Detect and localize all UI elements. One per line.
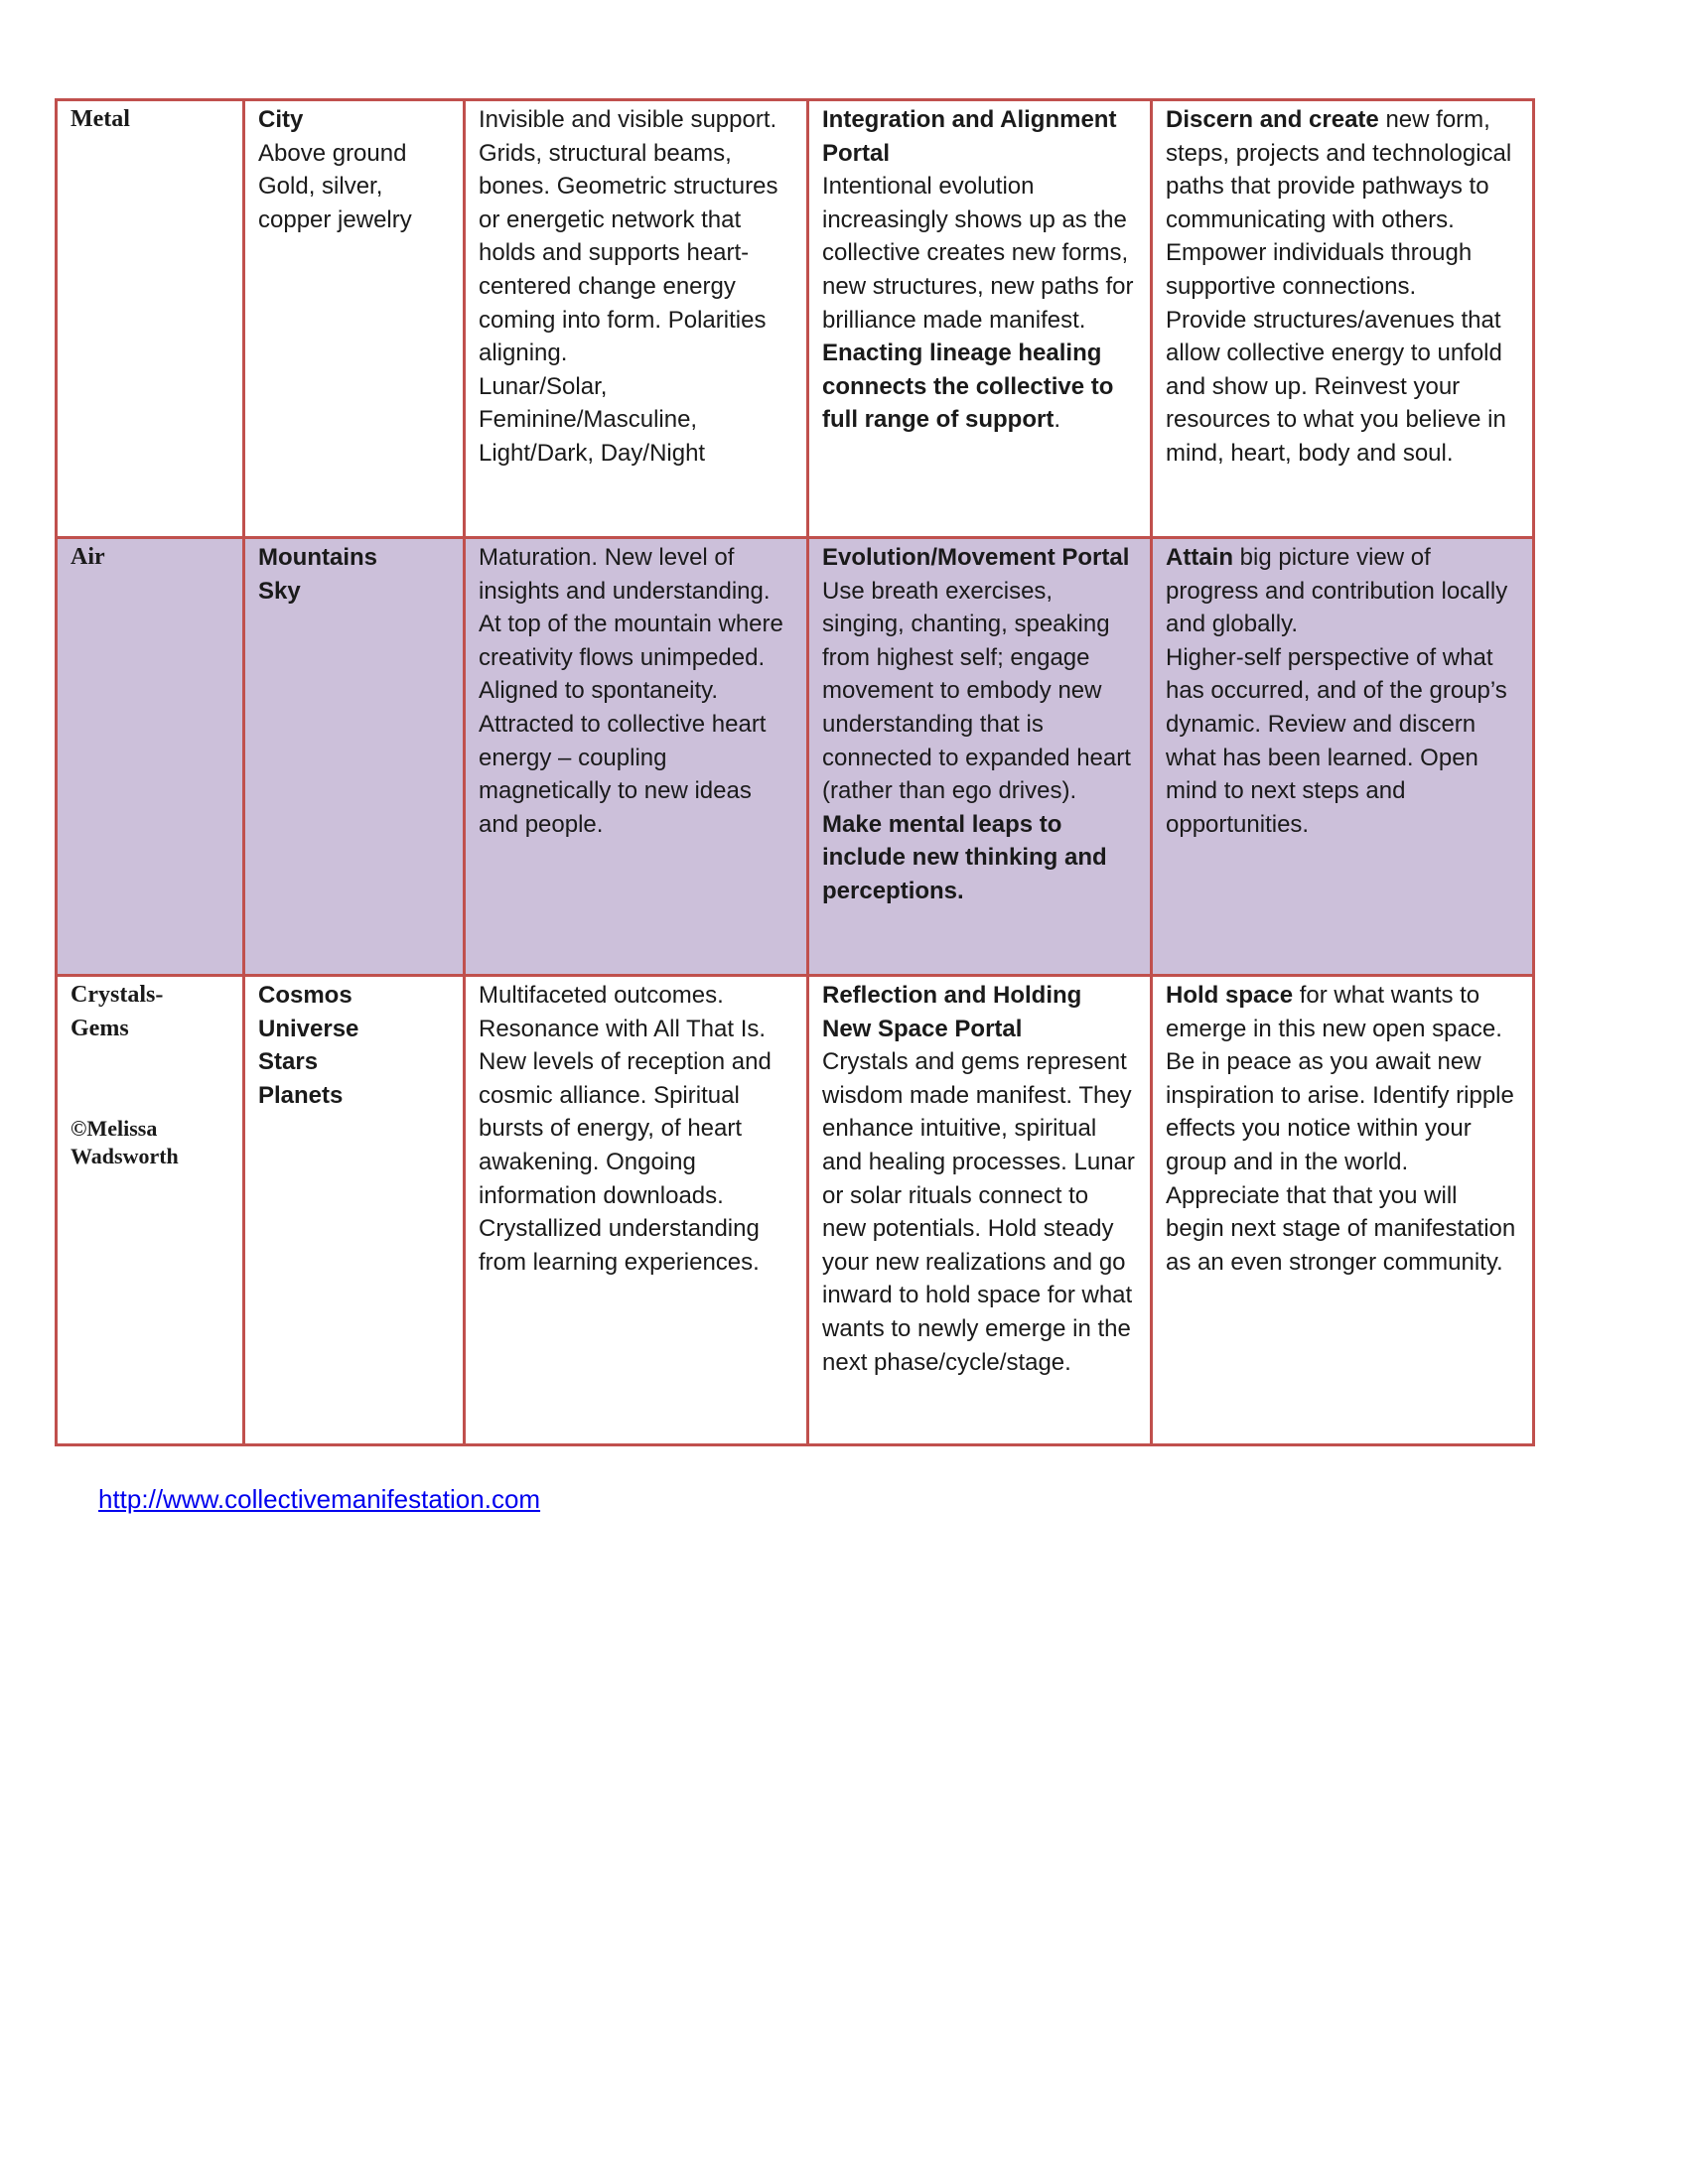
qualities-line: Light/Dark, Day/Night	[479, 439, 706, 467]
place-title: Mountains	[258, 544, 377, 571]
action-bold-text: Discern and create	[1166, 106, 1379, 133]
place-cell	[244, 100, 465, 538]
action-text: big picture view of progress and contribution locally and globally.	[1166, 544, 1508, 638]
portal-title: Evolution/Movement Portal	[822, 544, 1130, 571]
place-title: Planets	[258, 1081, 344, 1109]
portal-end: .	[1054, 406, 1060, 434]
qualities-line: Feminine/Masculine,	[479, 406, 698, 434]
place-cell	[244, 976, 465, 1445]
portal-bold-text: Enacting lineage healing connects the collective to full range of support	[822, 340, 1114, 434]
action-cell	[1152, 538, 1534, 976]
portal-cell	[808, 976, 1152, 1445]
website-link[interactable]: http://www.collectivemanifestation.com	[98, 1484, 541, 1514]
qualities-cell	[465, 100, 808, 538]
qualities-cell	[465, 976, 808, 1445]
author-credit	[70, 1115, 229, 1170]
action-text: new form, steps, projects and technological paths that provide pathways to communicating with others.	[1166, 106, 1512, 233]
place-title: City	[258, 106, 304, 133]
place-cell	[244, 538, 465, 976]
table-row-metal	[57, 100, 1534, 538]
qualities-text: Invisible and visible support. Grids, structural beams, bones. Geometric structures or energetic network that holds and supports heart-centered change energy coming into form. Polarities aligning.	[479, 106, 778, 367]
element-cell	[57, 538, 244, 976]
action-line: Empower individuals through supportive connections.	[1166, 239, 1473, 300]
action-text: for what wants to emerge in this new open space. Be in peace as you await new inspiration to arise. Identify ripple effects you notice within your group and in the world. Appreciate that that you will begin next stage of manifestation as an even stronger community.	[1166, 982, 1516, 1276]
element-name: Gems	[70, 1015, 129, 1041]
place-line: Above ground	[258, 139, 407, 167]
portal-text: Crystals and gems represent wisdom made manifest. They enhance intuitive, spiritual and healing processes. Lunar or solar rituals connect to new potentials. Hold steady your new realizations and go inward to hold space for what wants to newly emerge in the next phase/cycle/stage.	[822, 1048, 1135, 1376]
portal-cell	[808, 538, 1152, 976]
element-cell	[57, 976, 244, 1445]
element-name: Crystals-	[70, 982, 164, 1008]
qualities-cell	[465, 538, 808, 976]
portal-text: Intentional evolution increasingly shows up as the collective creates new forms, new structures, new paths for brilliance made manifest.	[822, 173, 1134, 334]
qualities-text: Maturation. New level of insights and understanding. At top of the mountain where creativity flows unimpeded. Aligned to spontaneity. Attracted to collective heart energy – coupling magnetically to new ideas and people.	[479, 544, 783, 838]
element-name: Metal	[70, 106, 130, 132]
portal-cell	[808, 100, 1152, 538]
place-title: Universe	[258, 1015, 359, 1042]
action-line: Higher-self perspective of what has occurred, and of the group’s dynamic. Review and discern what has been learned. Open mind to next steps and opportunities.	[1166, 643, 1507, 838]
table-row-crystals-gems	[57, 976, 1534, 1445]
credit-line: ©Melissa	[70, 1116, 158, 1142]
place-line: copper jewelry	[258, 205, 412, 233]
portal-title: Integration and Alignment Portal	[822, 106, 1117, 167]
credit-line: Wadsworth	[70, 1144, 179, 1169]
portal-text: Use breath exercises, singing, chanting, speaking from highest self; engage movement to embody new understanding that is connected to expanded heart (rather than ego drives).	[822, 577, 1131, 805]
place-title: Stars	[258, 1048, 319, 1076]
portal-title: Reflection and Holding New Space Portal	[822, 982, 1082, 1042]
place-line: Gold, silver,	[258, 173, 383, 201]
action-bold-text: Attain	[1166, 544, 1233, 571]
action-line: Provide structures/avenues that allow collective energy to unfold and show up. Reinvest your resources to what you believe in mind, heart, body and soul.	[1166, 306, 1506, 467]
action-cell	[1152, 976, 1534, 1445]
element-name: Air	[70, 544, 105, 570]
qualities-line: Lunar/Solar,	[479, 372, 608, 400]
element-cell	[57, 100, 244, 538]
elements-table	[55, 98, 1535, 1446]
table-row-air	[57, 538, 1534, 976]
action-cell	[1152, 100, 1534, 538]
place-title: Sky	[258, 577, 301, 605]
portal-bold-text: Make mental leaps to include new thinking and perceptions.	[822, 810, 1107, 904]
action-bold-text: Hold space	[1166, 982, 1294, 1009]
qualities-text: Multifaceted outcomes. Resonance with All That Is. New levels of reception and cosmic alliance. Spiritual bursts of energy, of heart awakening. Ongoing information downloads. Crystallized understanding from learning experiences.	[479, 982, 772, 1276]
place-title: Cosmos	[258, 982, 352, 1009]
